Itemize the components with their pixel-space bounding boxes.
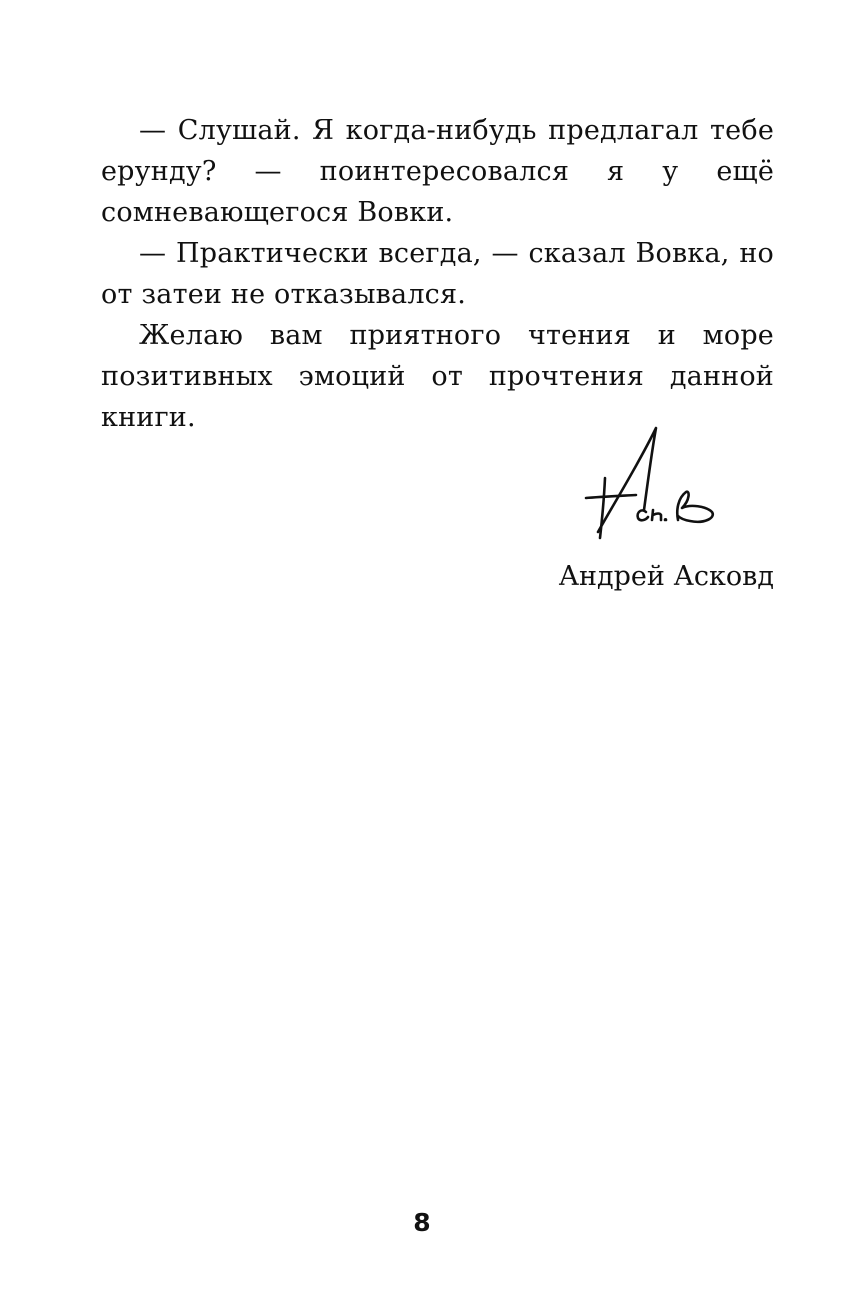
paragraph-dialogue-2: — Практически всегда, — сказал Вовка, но от затеи не отказывался. — [101, 238, 774, 310]
paragraph-dialogue-1: — Слушай. Я когда-нибудь предлагал тебе ерунду? — поинтересовался я у ещё сомневающегося Вовки. — [101, 115, 774, 228]
body-text — [101, 110, 774, 438]
author-name: Андрей Асковд — [558, 561, 774, 592]
paragraph-closing-wish: Желаю вам приятного чтения и море позитивных эмоций от прочтения данной книги. — [101, 320, 774, 433]
signature-icon — [578, 420, 738, 550]
page-number: 8 — [413, 1208, 431, 1237]
